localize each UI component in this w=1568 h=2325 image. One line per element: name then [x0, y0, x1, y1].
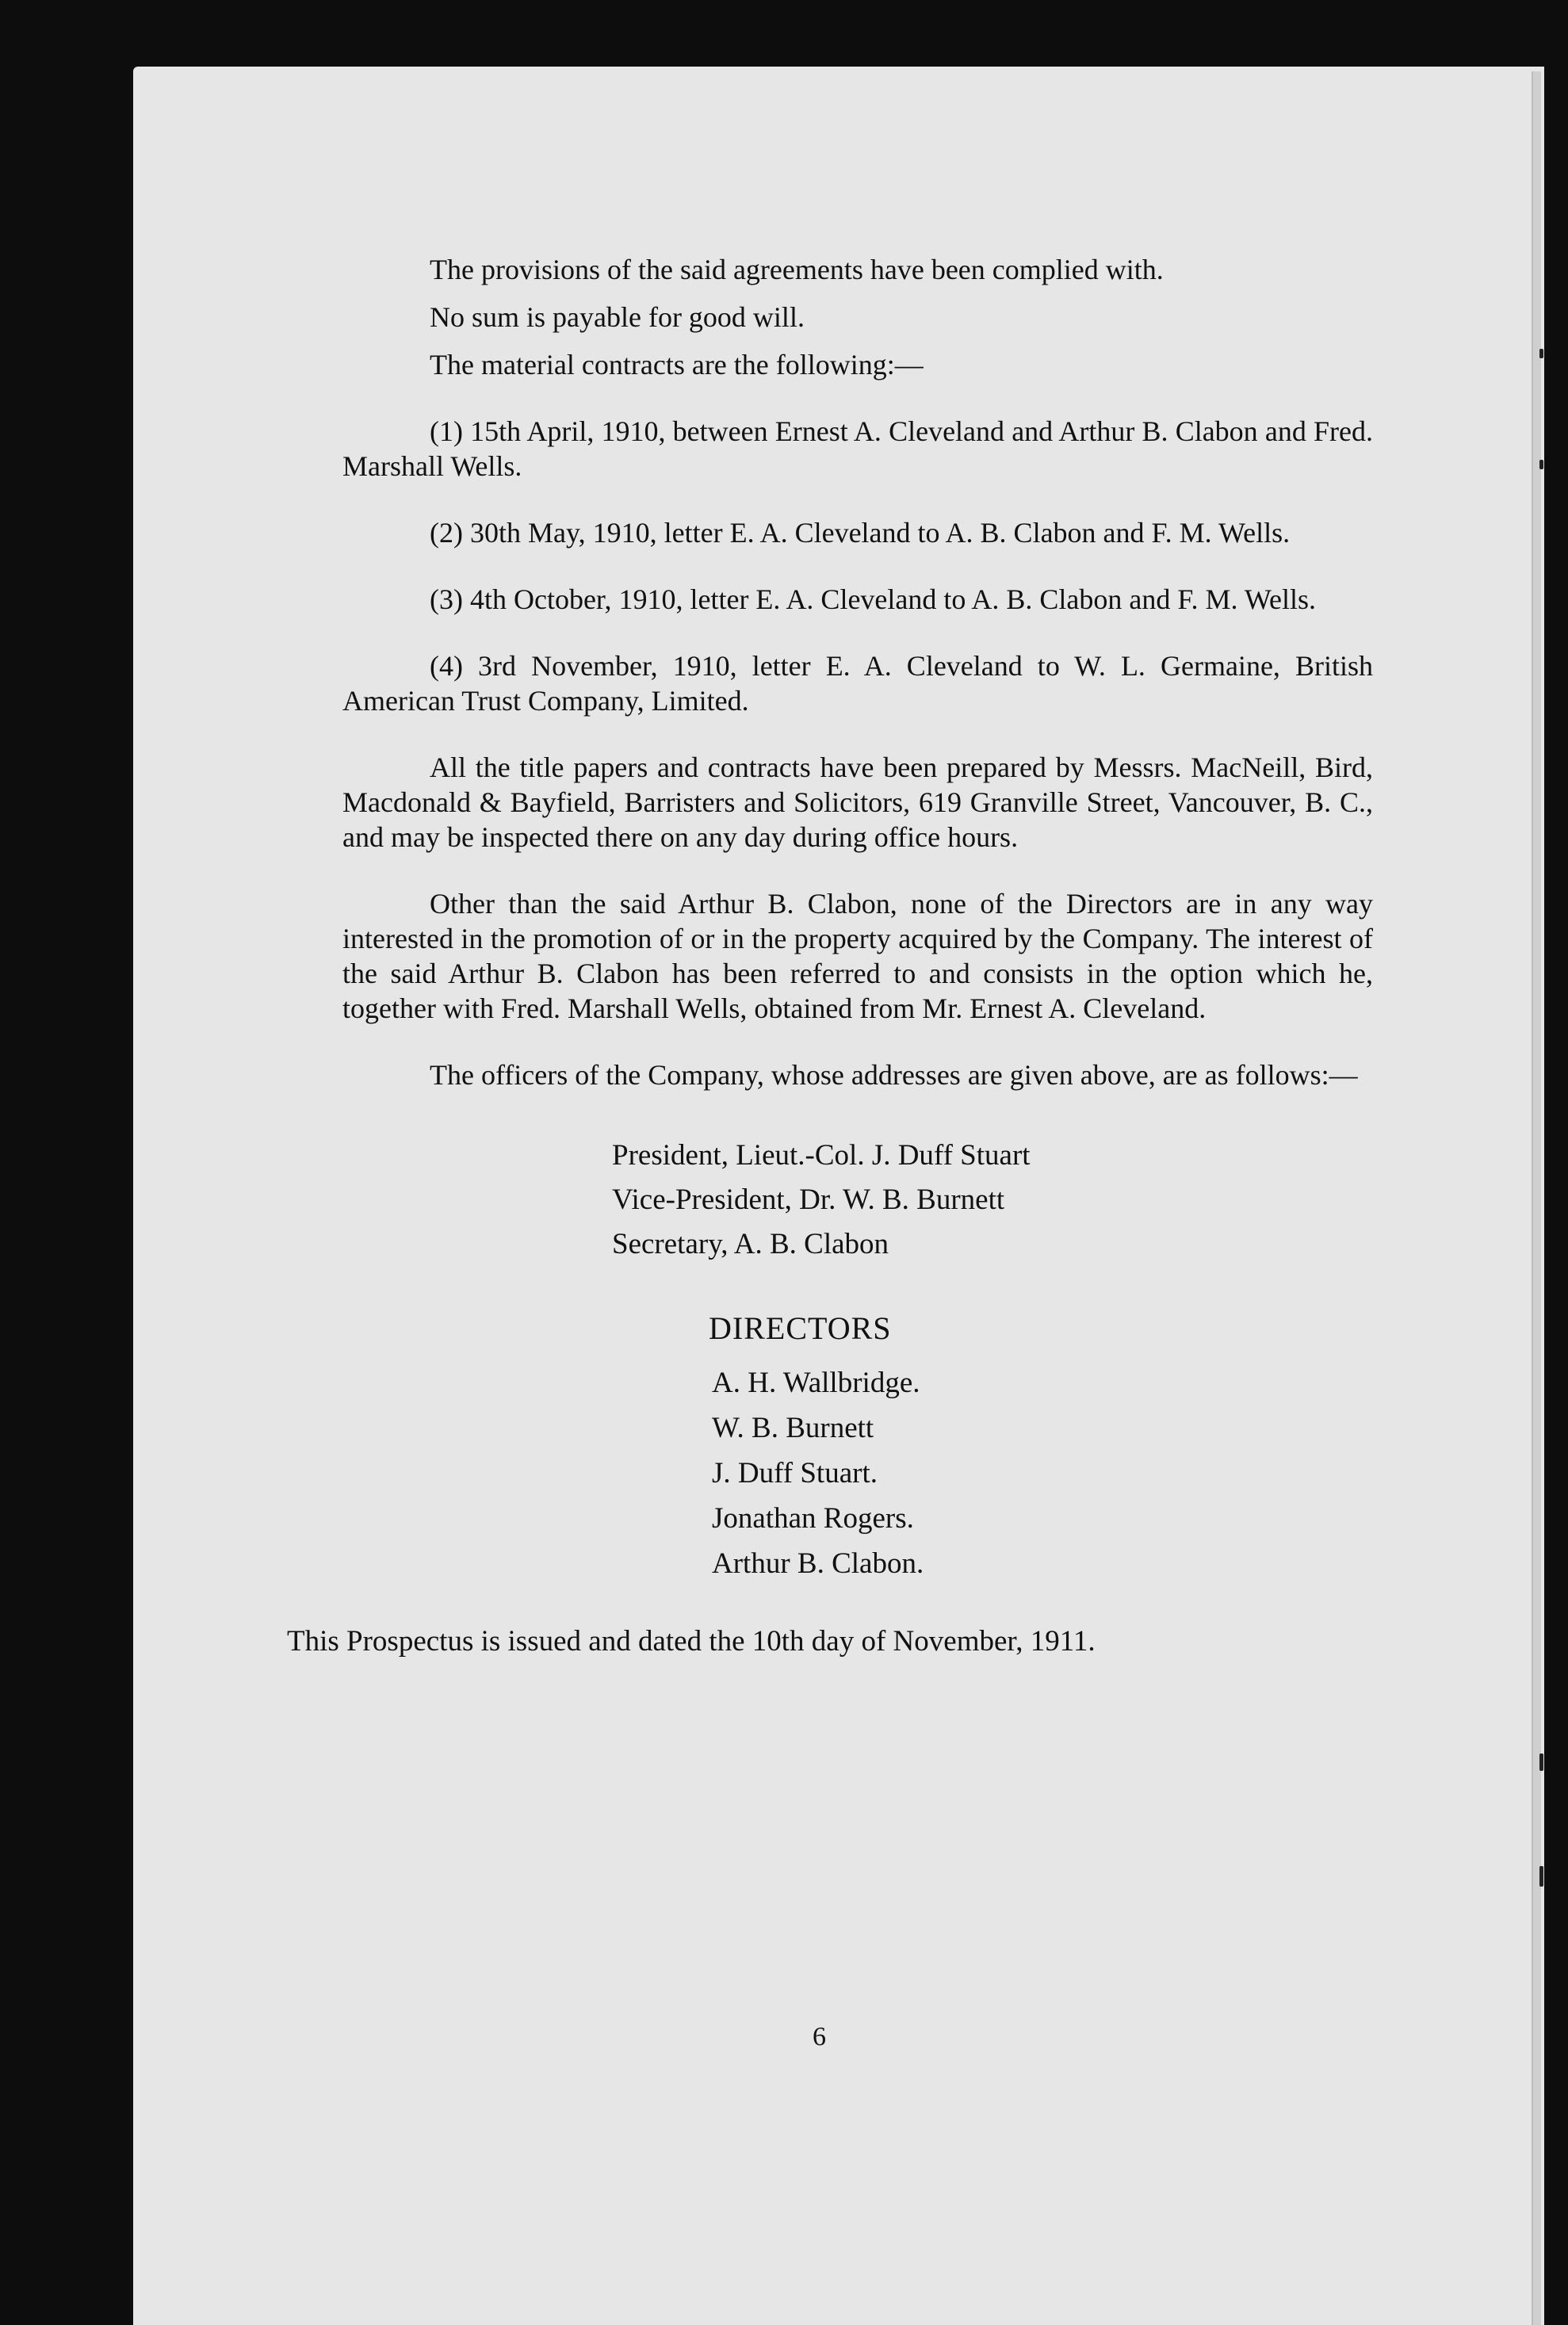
contract-item-4: (4) 3rd November, 1910, letter E. A. Cleveland to W. L. Germaine, British American Trust Company, Limited. [342, 650, 1373, 717]
officer-secretary: Secretary, A. B. Clabon [612, 1228, 889, 1260]
directors-list [712, 1360, 1373, 1586]
paragraph-good-will: No sum is payable for good will. [430, 301, 805, 333]
contract-item-1: (1) 15th April, 1910, between Ernest A. Cleveland and Arthur B. Clabon and Fred. Marshall Wells. [342, 415, 1373, 482]
officers-list [612, 1134, 1373, 1267]
scan-speck [1539, 460, 1543, 469]
director-item: Jonathan Rogers. [712, 1502, 914, 1535]
contract-item-2: (2) 30th May, 1910, letter E. A. Cleveland to A. B. Clabon and F. M. Wells. [430, 517, 1291, 549]
officer-president: President, Lieut.-Col. J. Duff Stuart [612, 1139, 1031, 1172]
scan-speck [1539, 1753, 1543, 1771]
director-item: J. Duff Stuart. [712, 1457, 878, 1489]
director-item: A. H. Wallbridge. [712, 1367, 920, 1399]
prospectus-date-line: This Prospectus is issued and dated the 10th day of November, 1911. [287, 1625, 1096, 1658]
scan-speck [1539, 349, 1543, 358]
paragraph-contracts-intro: The material contracts are the following:— [430, 349, 924, 380]
page-spine-edge [1532, 71, 1541, 2325]
paragraph-officers-intro: The officers of the Company, whose addresses are given above, are as follows:— [430, 1059, 1358, 1091]
document-body [287, 252, 1373, 1659]
paragraph-director-interest: Other than the said Arthur B. Clabon, none of the Directors are in any way interested in the promotion of or in the property acquired by the Company. The interest of the said Arthur B. Clabon has been referred to and consists in the option which he, together with Fred. Marshall Wells, obtained from Mr. Ernest A. Cleveland. [342, 888, 1373, 1024]
paragraph-title-papers: All the title papers and contracts have been prepared by Messrs. MacNeill, Bird, Macdonald & Bayfield, Barristers and Solicitors, 619 Granville Street, Vancouver, B. C., and may be inspected there on any day during office hours. [342, 751, 1373, 853]
paragraph-compliance: The provisions of the said agreements have been complied with. [430, 254, 1164, 285]
scan-speck [1539, 1866, 1543, 1887]
directors-heading: DIRECTORS [709, 1310, 892, 1346]
director-item: Arthur B. Clabon. [712, 1547, 924, 1580]
director-item: W. B. Burnett [712, 1412, 874, 1444]
contract-item-3: (3) 4th October, 1910, letter E. A. Cleveland to A. B. Clabon and F. M. Wells. [430, 583, 1316, 615]
page-number: 6 [813, 2022, 826, 2052]
officer-vice-president: Vice-President, Dr. W. B. Burnett [612, 1184, 1005, 1216]
